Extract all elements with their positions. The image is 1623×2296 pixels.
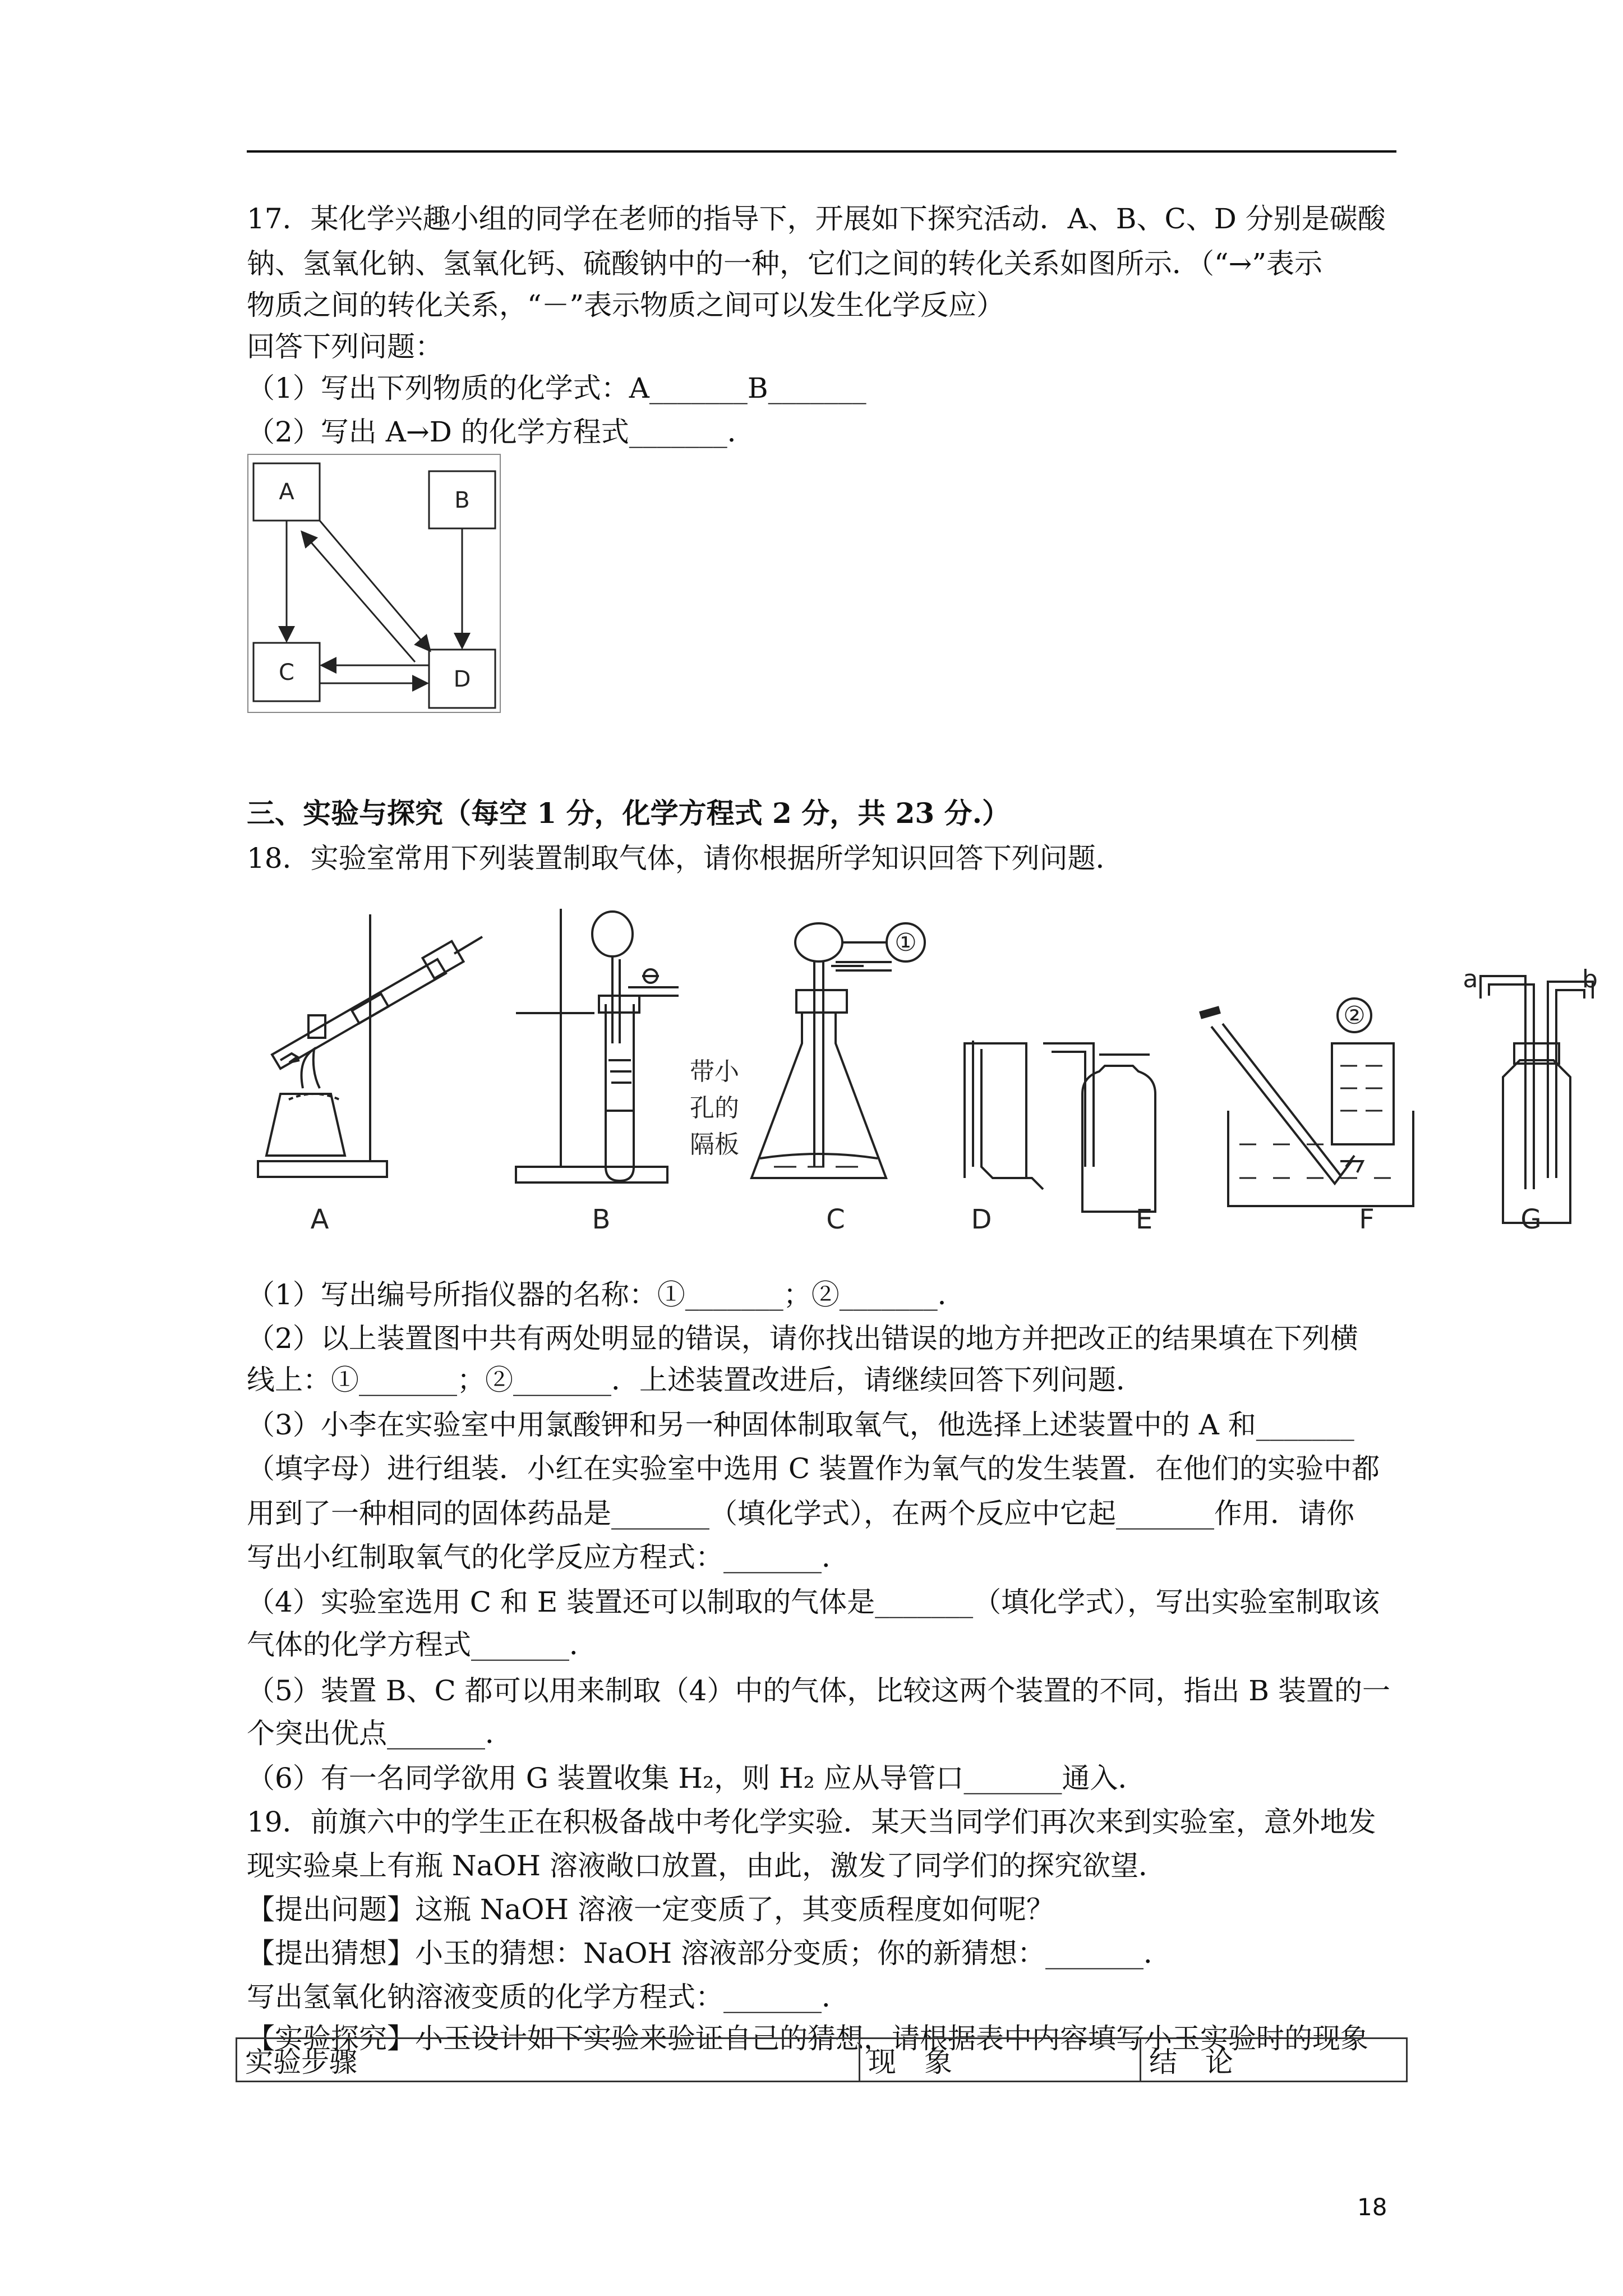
apparatus-label-a: A [310, 1204, 329, 1234]
q19-line-5: 写出氢氧化钠溶液变质的化学方程式：_______． [247, 1981, 850, 2013]
q19-line-1: 19．前旗六中的学生正在积极备战中考化学实验．某天当同学们再次来到实验室，意外地发 [247, 1806, 1376, 1838]
q19-line-6: 【实验探究】小玉设计如下实验来验证自己的猜想，请根据表中内容填写小玉实验时的现象 [247, 2022, 1368, 2055]
q18-line-10: （5）装置 B、C 都可以用来制取（4）中的气体，比较这两个装置的不同，指出 B 装置的一 [247, 1674, 1390, 1707]
apparatus-label-f: F [1359, 1204, 1375, 1234]
box-c-label: C [279, 660, 294, 685]
header-phenomenon: 现 象 [860, 2039, 1141, 2082]
apparatus-b [516, 909, 679, 1182]
mark-1: ① [895, 928, 917, 957]
q18-line-2: （2）以上装置图中共有两处明显的错误，请你找出错误的地方并把改正的结果填在下列横 [247, 1322, 1358, 1355]
q18-line-1: （1）写出编号所指仪器的名称：①_______；②_______． [247, 1278, 966, 1311]
apparatus-label-b: B [592, 1204, 611, 1234]
q18-line-8: （4）实验室选用 C 和 E 装置还可以制取的气体是_______（填化学式），写出实验室制取该 [247, 1586, 1380, 1618]
apparatus-g [1481, 976, 1593, 1223]
page-number: 18 [1357, 2193, 1387, 2221]
apparatus-c [751, 923, 925, 1178]
q19-line-4: 【提出猜想】小玉的猜想：NaOH 溶液部分变质；你的新猜想：_______． [247, 1937, 1172, 1970]
box-a-label: A [279, 479, 294, 505]
header-rule [247, 150, 1396, 153]
apparatus-label-d: D [971, 1204, 992, 1234]
apparatus-a [258, 914, 482, 1177]
header-conclusion: 结 论 [1141, 2039, 1407, 2082]
q17-relation-diagram [247, 453, 505, 717]
plate-label-line-1: 带小 [690, 1057, 739, 1086]
apparatus-d [965, 1041, 1043, 1189]
q17-line-3: 物质之间的转化关系，“－”表示物质之间可以发生化学反应） [247, 289, 1005, 321]
q17-line-1: 17．某化学兴趣小组的同学在老师的指导下，开展如下探究活动．A、B、C、D 分别是碳酸 [247, 203, 1386, 235]
table-header-row [237, 2039, 1407, 2082]
q17-line-6: （2）写出 A→D 的化学方程式_______． [247, 416, 755, 448]
q18-line-6: 用到了一种相同的固体药品是_______（填化学式），在两个反应中它起_______作用．请你 [247, 1497, 1354, 1530]
experiment-table [236, 2037, 1408, 2082]
tube-b-label: b [1582, 965, 1598, 993]
q18-apparatus-figure [247, 875, 1599, 1234]
q17-line-5: （1）写出下列物质的化学式：A_______B_______ [247, 372, 866, 404]
q18-intro: 18．实验室常用下列装置制取气体，请你根据所学知识回答下列问题． [247, 842, 1124, 875]
q18-line-4: （3）小李在实验室中用氯酸钾和另一种固体制取氧气，他选择上述装置中的 A 和_______ [247, 1409, 1354, 1441]
q17-line-4: 回答下列问题： [247, 330, 443, 363]
header-steps: 实验步骤 [237, 2039, 860, 2082]
q18-line-11: 个突出优点_______． [247, 1717, 513, 1750]
q17-line-2: 钠、氢氧化钠、氢氧化钙、硫酸钠中的一种，它们之间的转化关系如图所示．（“→”表示 [247, 247, 1323, 280]
plate-label-line-2: 孔的 [690, 1094, 739, 1122]
section-3-title: 三、实验与探究（每空 1 分，化学方程式 2 分，共 23 分.） [247, 797, 1011, 830]
apparatus-label-g: G [1520, 1204, 1542, 1234]
apparatus-label-c: C [826, 1204, 845, 1234]
box-d-label: D [453, 666, 471, 692]
q18-line-7: 写出小红制取氧气的化学反应方程式：_______． [247, 1541, 850, 1573]
plate-label-line-3: 隔板 [690, 1130, 739, 1159]
q18-line-12: （6）有一名同学欲用 G 装置收集 H₂，则 H₂ 应从导管口_______通入． [247, 1762, 1146, 1795]
apparatus-label-e: E [1135, 1204, 1153, 1234]
tube-a-label: a [1463, 965, 1478, 993]
q18-line-3: 线上：①_______；②_______．上述装置改进后，请继续回答下列问题． [247, 1364, 1144, 1396]
q19-line-2: 现实验桌上有瓶 NaOH 溶液敞口放置，由此，激发了同学们的探究欲望． [247, 1849, 1166, 1882]
apparatus-e [1043, 1043, 1155, 1212]
box-b-label: B [454, 487, 470, 513]
mark-2: ② [1343, 1001, 1366, 1030]
q18-line-9: 气体的化学方程式_______． [247, 1628, 597, 1661]
q19-line-3: 【提出问题】这瓶 NaOH 溶液一定变质了，其变质程度如何呢？ [247, 1893, 1054, 1926]
q18-line-5: （填字母）进行组装．小红在实验室中选用 C 装置作为氧气的发生装置．在他们的实验中都 [247, 1452, 1380, 1485]
apparatus-f [1200, 999, 1413, 1206]
